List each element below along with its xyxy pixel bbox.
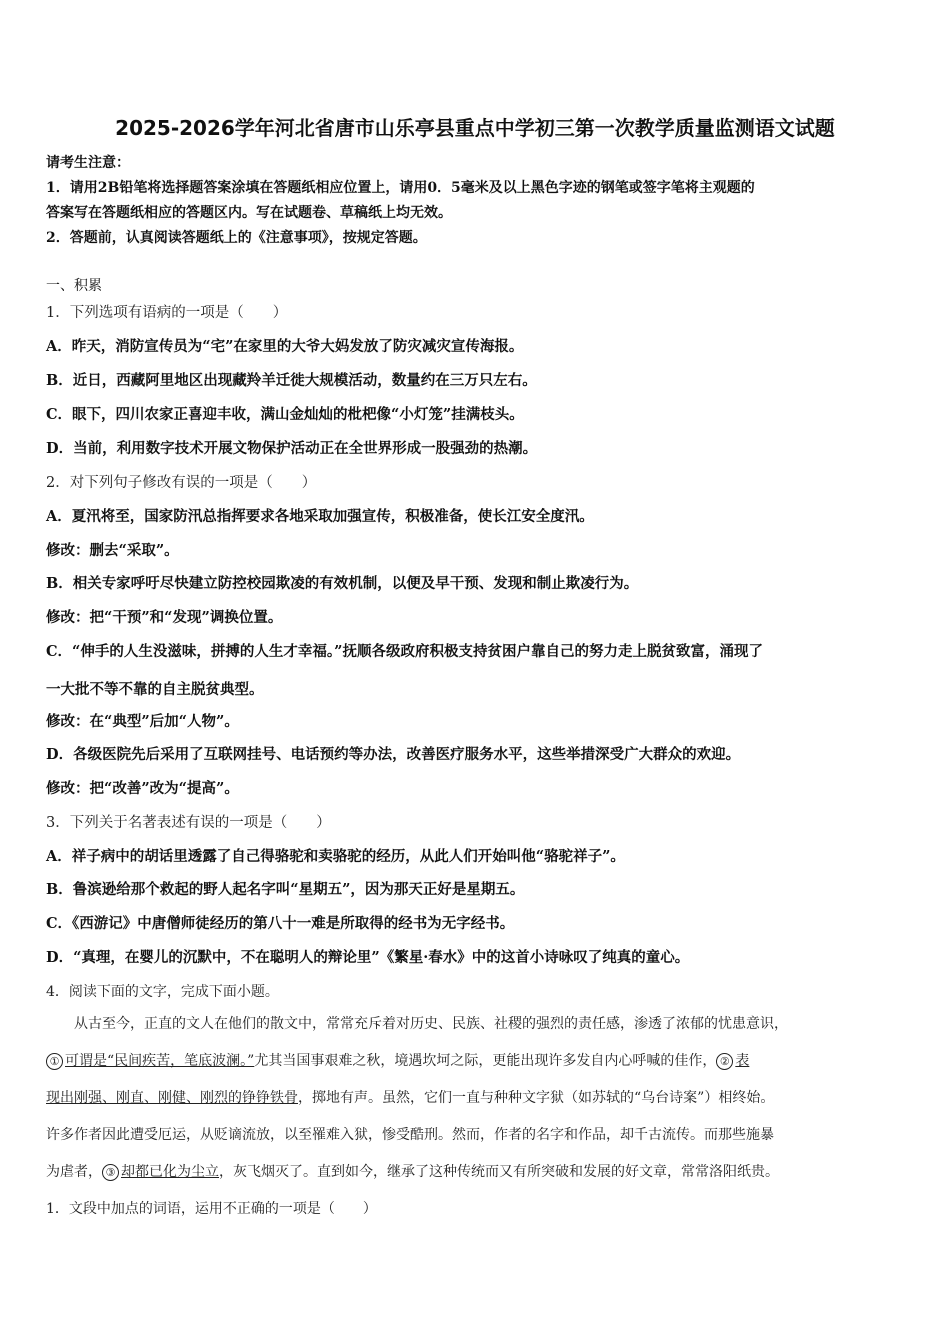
- reading-passage: [46, 1013, 914, 1183]
- notice-heading: 请考生注意：: [46, 155, 130, 171]
- question-2-stem: 2．对下列句子修改有误的一项是（ ）: [46, 475, 317, 491]
- question-2-option-c-line-2: 一大批不等不靠的自主脱贫典型。: [46, 681, 264, 698]
- question-2-option-a-fix: 修改：删去“采取”。: [46, 542, 179, 559]
- marker-1: ①: [46, 1053, 63, 1070]
- question-1-option-d: D．当前，利用数字技术开展文物保护活动正在全世界形成一股强劲的热潮。: [46, 440, 538, 457]
- question-2-option-a: A．夏汛将至，国家防汛总指挥要求各地采取加强宣传，积极准备，使长江安全度汛。: [46, 508, 594, 525]
- underlined-phrase-1: 可谓是“民间疾苦，笔底波澜。”: [65, 1053, 255, 1069]
- question-1-stem: 1．下列选项有语病的一项是（ ）: [46, 305, 288, 321]
- passage-line-5-pre: 为虐者，: [46, 1164, 102, 1180]
- passage-line-3: [46, 1087, 774, 1107]
- section-heading: 一、积累: [46, 278, 102, 294]
- question-3-stem: 3．下列关于名著表述有误的一项是（ ）: [46, 815, 331, 831]
- question-4-sub-1: 1．文段中加点的词语，运用不正确的一项是（ ）: [46, 1201, 377, 1217]
- question-1-option-b: B．近日，西藏阿里地区出现藏羚羊迁徙大规模活动，数量约在三万只左右。: [46, 372, 537, 389]
- question-2-option-b: B．相关专家呼吁尽快建立防控校园欺凌的有效机制，以便及早干预、发现和制止欺凌行为。: [46, 575, 639, 592]
- notice-item-2: 2．答题前，认真阅读答题纸上的《注意事项》，按规定答题。: [46, 230, 427, 246]
- marker-3: ③: [102, 1164, 119, 1181]
- question-1-option-c: C．眼下，四川农家正喜迎丰收，满山金灿灿的枇杷像“小灯笼”挂满枝头。: [46, 406, 524, 423]
- question-3-option-a: A．祥子病中的胡话里透露了自己得骆驼和卖骆驼的经历，从此人们开始叫他“骆驼祥子”。: [46, 848, 625, 865]
- question-3-option-d: D．“真理，在婴儿的沉默中，不在聪明人的辩论里”《繁星·春水》中的这首小诗咏叹了纯真的童心。: [46, 949, 690, 966]
- question-3-option-b: B．鲁滨逊给那个救起的野人起名字叫“星期五”，因为那天正好是星期五。: [46, 881, 525, 898]
- question-2-option-c-fix: 修改：在“典型”后加“人物”。: [46, 713, 239, 730]
- question-2-option-c-line-1: C．“伸手的人生没滋味，拼搏的人生才幸福。”抚顺各级政府积极支持贫困户靠自己的努力走上脱贫致富，涌现了: [46, 643, 763, 660]
- passage-line-3-text: ，掷地有声。虽然，它们一直与种种文字狱（如苏轼的“乌台诗案”）相终始。: [298, 1090, 775, 1106]
- passage-line-4: 许多作者因此遭受厄运，从贬谪流放，以至罹难入狱，惨受酷刑。然而，作者的名字和作品，却千古流传。而那些施暴: [46, 1127, 774, 1143]
- underlined-phrase-2-end: 现出刚强、刚直、刚健、刚烈的铮铮铁骨: [46, 1090, 298, 1106]
- underlined-phrase-2-start: 表: [735, 1053, 750, 1069]
- passage-line-5-text: ，灰飞烟灭了。直到如今，继承了这种传统而又有所突破和发展的好文章，常常洛阳纸贵。: [219, 1164, 779, 1180]
- underlined-phrase-3: 却都已化为尘立: [121, 1164, 219, 1180]
- question-1-option-a: A．昨天，消防宣传员为“宅”在家里的大爷大妈发放了防灾减灾宣传海报。: [46, 338, 524, 355]
- passage-line-1: 从古至今，正直的文人在他们的散文中，常常充斥着对历史、民族、社稷的强烈的责任感，渗透了浓郁的忧患意识，: [46, 1016, 788, 1032]
- question-2-option-d: D．各级医院先后采用了互联网挂号、电话预约等办法，改善医疗服务水平，这些举措深受广大群众的欢迎。: [46, 746, 741, 763]
- marker-2: ②: [716, 1053, 733, 1070]
- passage-line-2: [46, 1050, 749, 1070]
- question-4-stem: 4．阅读下面的文字，完成下面小题。: [46, 984, 279, 1000]
- notice-item-1-line-1: 1．请用2B铅笔将选择题答案涂填在答题纸相应位置上，请用0．5毫米及以上黑色字迹的钢笔或签字笔将主观题的: [46, 180, 755, 196]
- question-2-option-d-fix: 修改：把“改善”改为“提高”。: [46, 780, 239, 797]
- passage-line-5: [46, 1161, 779, 1181]
- question-3-option-c: C．《西游记》中唐僧师徒经历的第八十一难是所取得的经书为无字经书。: [46, 915, 515, 932]
- passage-line-2-text: 尤其当国事艰难之秋，境遇坎坷之际，更能出现许多发自内心呼喊的佳作，: [254, 1053, 717, 1069]
- question-2-option-b-fix: 修改：把“干预”和“发现”调换位置。: [46, 609, 283, 626]
- page-title: 2025-2026学年河北省唐市山乐亭县重点中学初三第一次教学质量监测语文试题: [115, 116, 835, 140]
- notice-item-1-line-2: 答案写在答题纸相应的答题区内。写在试题卷、草稿纸上均无效。: [46, 205, 452, 221]
